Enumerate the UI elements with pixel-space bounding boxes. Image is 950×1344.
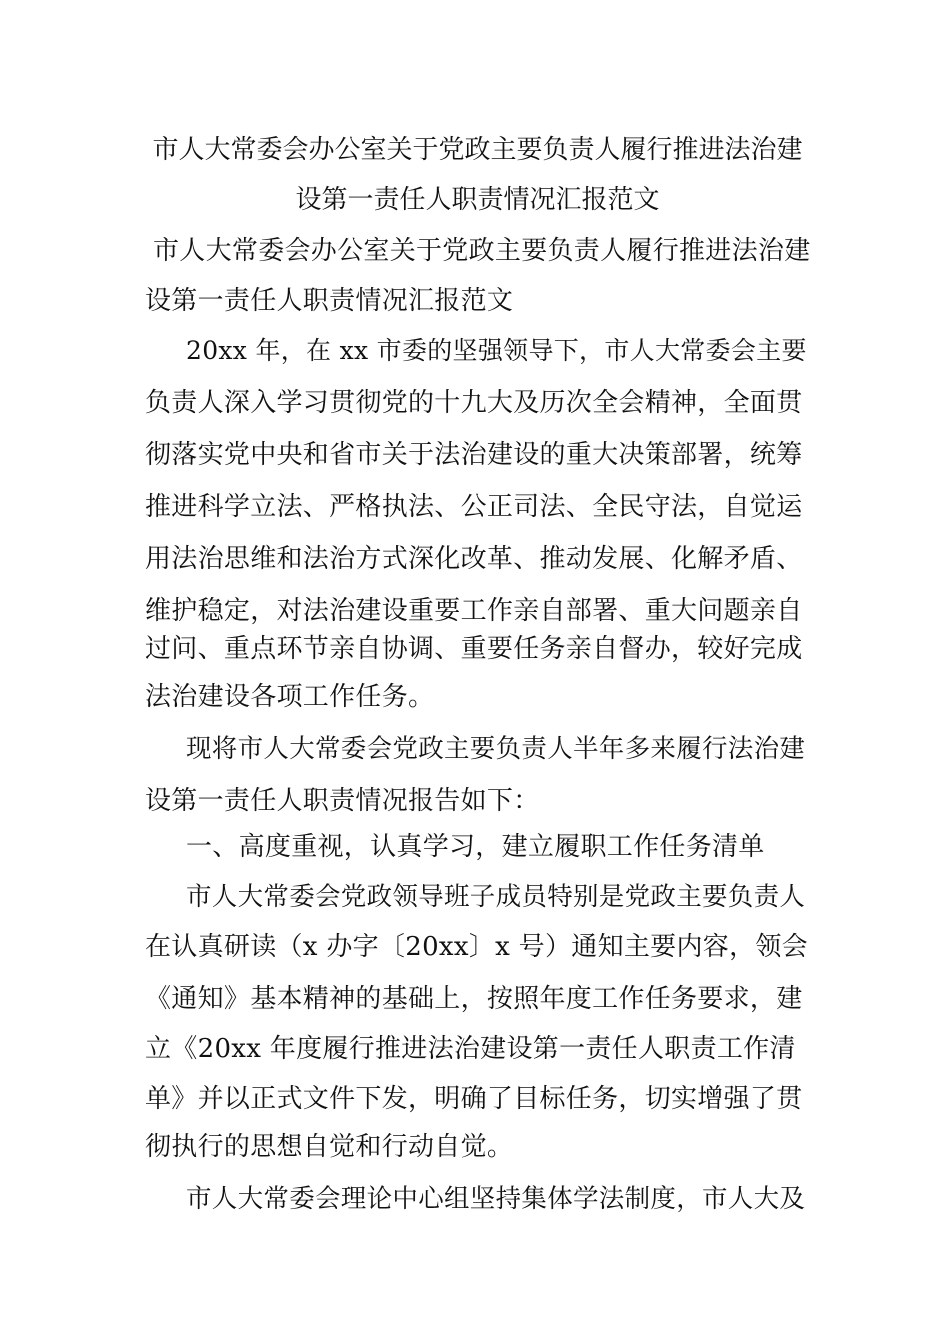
paragraph-3-line-1: 市人大常委会党政领导班子成员特别是党政主要负责人 [186,882,806,912]
paragraph-2-line-1: 现将市人大常委会党政主要负责人半年多来履行法治建 [186,734,806,764]
paragraph-1-line-1: 20xx 年，在 xx 市委的坚强领导下，市人大常委会主要 [186,336,807,365]
paragraph-3-line-6: 彻执行的思想自觉和行动自觉。 [145,1132,514,1162]
paragraph-1-line-4: 推进科学立法、严格执法、公正司法、全民守法，自觉运 [145,492,803,522]
paragraph-3-line-5: 单》并以正式文件下发，明确了目标任务，切实增强了贯 [145,1084,803,1114]
document-title-line-2: 设第一责任人职责情况汇报范文 [295,185,660,215]
paragraph-1-line-8: 法治建设各项工作任务。 [145,682,435,712]
section-1-heading: 一、高度重视，认真学习，建立履职工作任务清单 [186,832,765,862]
document-title-line-1: 市人大常委会办公室关于党政主要负责人履行推进法治建 [152,135,803,165]
paragraph-4-line-1: 市人大常委会理论中心组坚持集体学法制度，市人大及 [186,1184,806,1214]
paragraph-3-line-2: 在认真研读（x 办字〔20xx〕x 号）通知主要内容，领会 [145,932,808,962]
paragraph-1-line-5: 用法治思维和法治方式深化改革、推动发展、化解矛盾、 [145,544,803,574]
paragraph-1-line-6: 维护稳定，对法治建设重要工作亲自部署、重大问题亲自 [145,596,803,626]
heading-line-1: 市人大常委会办公室关于党政主要负责人履行推进法治建 [153,236,811,266]
heading-line-2: 设第一责任人职责情况汇报范文 [145,286,514,316]
paragraph-1-line-3: 彻落实党中央和省市关于法治建设的重大决策部署，统筹 [145,440,803,470]
paragraph-3-line-3: 《通知》基本精神的基础上，按照年度工作任务要求，建 [145,984,803,1014]
paragraph-3-line-4: 立《20xx 年度履行推进法治建设第一责任人职责工作清 [145,1034,796,1064]
paragraph-1-line-7: 过问、重点环节亲自协调、重要任务亲自督办，较好完成 [145,634,803,664]
paragraph-1-line-2: 负责人深入学习贯彻党的十九大及历次全会精神，全面贯 [145,388,803,418]
paragraph-2-line-2: 设第一责任人职责情况报告如下： [145,786,540,816]
